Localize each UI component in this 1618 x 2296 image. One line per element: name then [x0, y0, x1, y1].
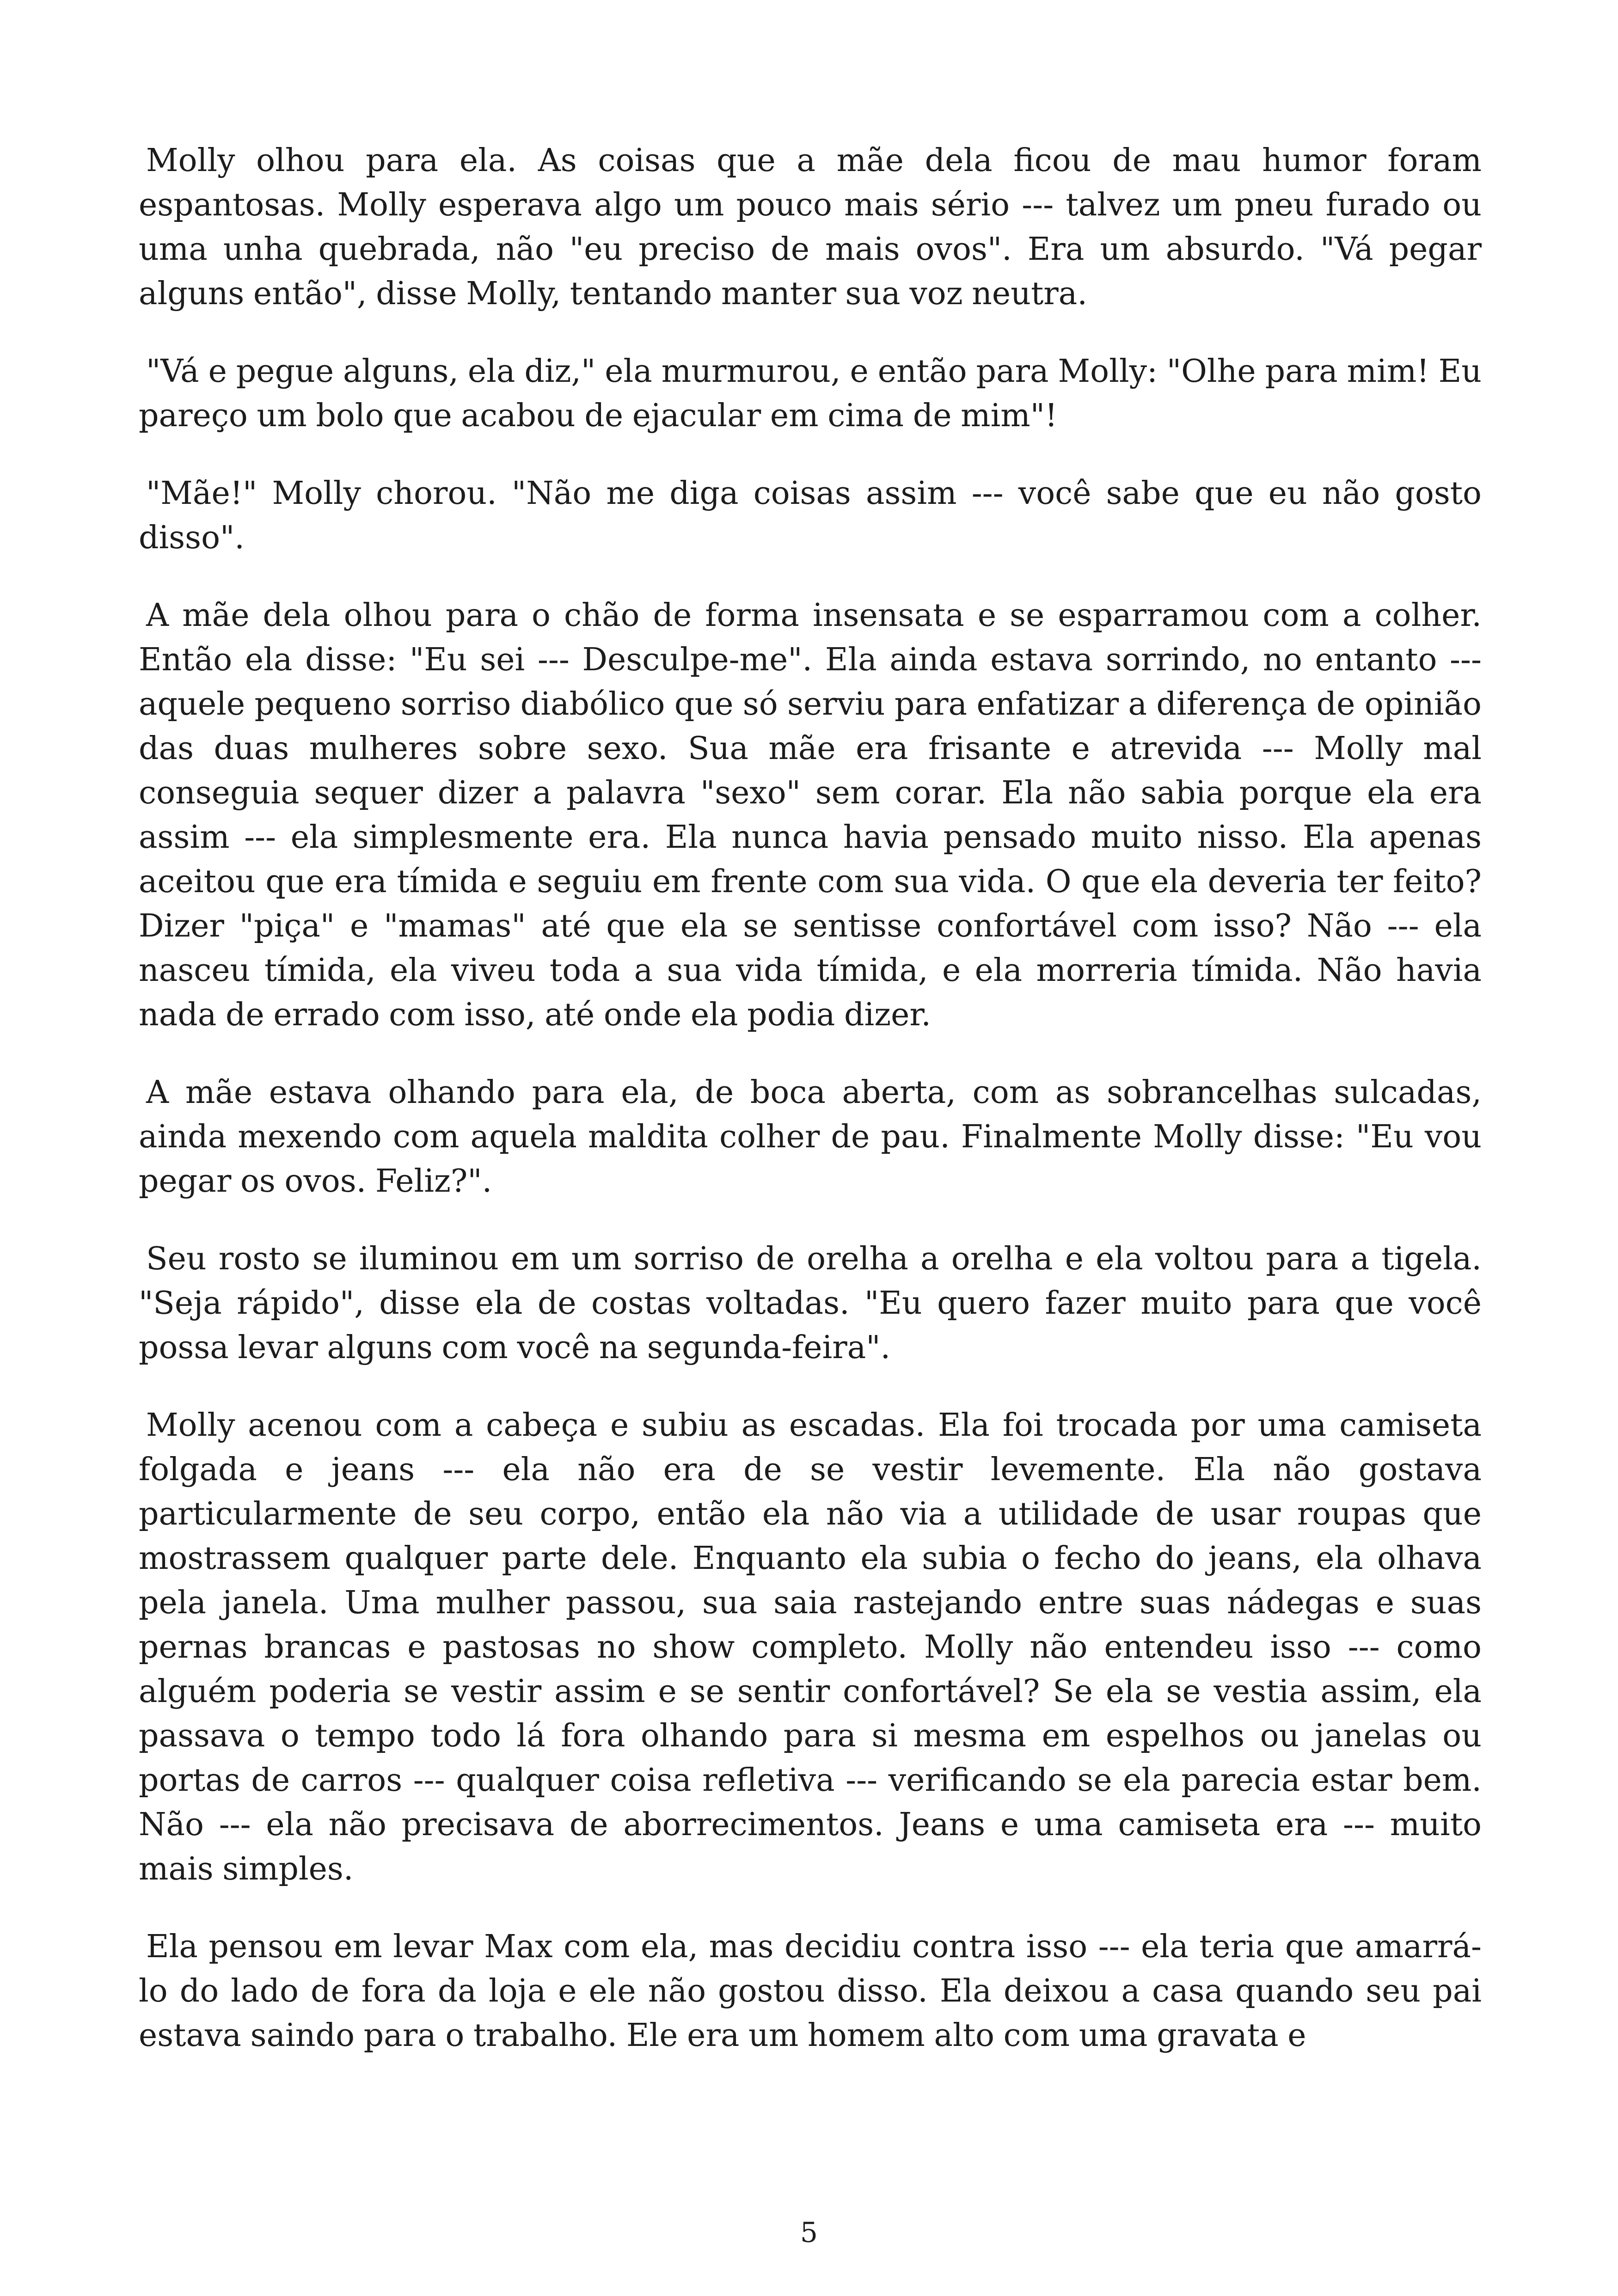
- document-page: [139, 139, 1482, 2196]
- paragraph-7: Molly acenou com a cabeça e subiu as escadas. Ela foi trocada por uma camiseta folgada e jeans --- ela não era de se vestir levemente. Ela não gostava particularmente de seu corpo, então ela não via a utilidade de usar roupas que mostrassem qualquer parte dele. Enquanto ela subia o fecho do jeans, ela olhava pela janela. Uma mulher passou, sua saia rastejando entre suas nádegas e suas pernas brancas e pastosas no show completo. Molly não entendeu isso --- como alguém poderia se vestir assim e se sentir confortável? Se ela se vestia assim, ela passava o tempo todo lá fora olhando para si mesma em espelhos ou janelas ou portas de carros --- qualquer coisa refletiva --- verificando se ela parecia estar bem. Não --- ela não precisava de aborrecimentos. Jeans e uma camiseta era --- muito mais simples.: [139, 1407, 1482, 1887]
- paragraph-3: "Mãe!" Molly chorou. "Não me diga coisas assim --- você sabe que eu não gosto disso".: [139, 475, 1482, 556]
- paragraph-1: Molly olhou para ela. As coisas que a mãe dela ficou de mau humor foram espantosas. Molly esperava algo um pouco mais sério --- talvez um pneu furado ou uma unha quebrada, não "eu preciso de mais ovos". Era um absurdo. "Vá pegar alguns então", disse Molly, tentando manter sua voz neutra.: [139, 142, 1482, 312]
- paragraph-5: A mãe estava olhando para ela, de boca aberta, com as sobrancelhas sulcadas, ainda mexendo com aquela maldita colher de pau. Finalmente Molly disse: "Eu vou pegar os ovos. Feliz?".: [139, 1074, 1482, 1200]
- paragraph-6: Seu rosto se iluminou em um sorriso de orelha a orelha e ela voltou para a tigela. "Seja rápido", disse ela de costas voltadas. "Eu quero fazer muito para que você possa levar alguns com você na segunda-feira".: [139, 1241, 1482, 1366]
- paragraph-2: "Vá e pegue alguns, ela diz," ela murmurou, e então para Molly: "Olhe para mim! Eu pareço um bolo que acabou de ejacular em cima de mim"!: [139, 353, 1482, 434]
- page-number: 5: [800, 2216, 818, 2249]
- paragraph-4: A mãe dela olhou para o chão de forma insensata e se esparramou com a colher. Então ela disse: "Eu sei --- Desculpe-me". Ela ainda estava sorrindo, no entanto --- aquele pequeno sorriso diabólico que só serviu para enfatizar a diferença de opinião das duas mulheres sobre sexo. Sua mãe era frisante e atrevida --- Molly mal conseguia sequer dizer a palavra "sexo" sem corar. Ela não sabia porque ela era assim --- ela simplesmente era. Ela nunca havia pensado muito nisso. Ela apenas aceitou que era tímida e seguiu em frente com sua vida. O que ela deveria ter feito? Dizer "piça" e "mamas" até que ela se sentisse confortável com isso? Não --- ela nasceu tímida, ela viveu toda a sua vida tímida, e ela morreria tímida. Não havia nada de errado com isso, até onde ela podia dizer.: [139, 597, 1482, 1033]
- paragraph-8: Ela pensou em levar Max com ela, mas decidiu contra isso --- ela teria que amarrá-lo do lado de fora da loja e ele não gostou disso. Ela deixou a casa quando seu pai estava saindo para o trabalho. Ele era um homem alto com uma gravata e: [139, 1929, 1482, 2054]
